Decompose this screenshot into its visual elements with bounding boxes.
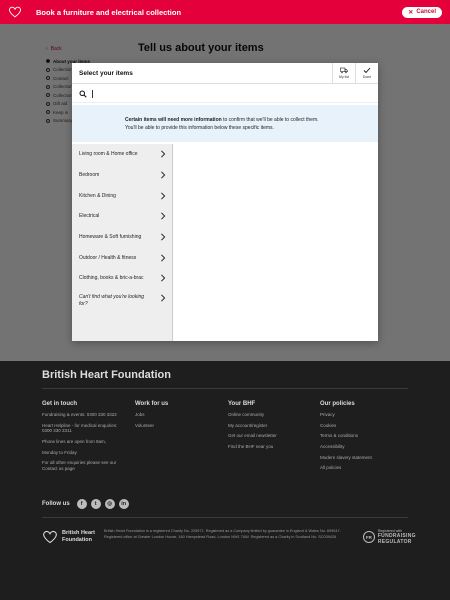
- my-list-label: My list: [339, 75, 349, 79]
- footer-logo-line: British Heart: [62, 530, 96, 537]
- footer-column-our-policies: [320, 401, 402, 476]
- category-electrical[interactable]: [72, 206, 172, 227]
- chevron-right-icon: [160, 254, 166, 262]
- footer-link[interactable]: Online community: [228, 412, 265, 417]
- info-rest: to confirm that we'll be able to collect them. You'll be able to provide this information below these specific items.: [125, 116, 319, 131]
- footer-logo[interactable]: [42, 529, 95, 545]
- chevron-right-icon: [160, 192, 166, 200]
- category-label: Kitchen & Dining: [79, 192, 116, 199]
- bhf-heart-icon: [42, 529, 58, 545]
- twitter-icon[interactable]: t: [91, 499, 101, 509]
- chevron-right-icon: [160, 294, 166, 302]
- chevron-right-icon: [160, 274, 166, 282]
- chevron-right-icon: [160, 233, 166, 241]
- search-icon: [79, 90, 87, 98]
- search-input[interactable]: [98, 89, 358, 99]
- footer-link[interactable]: Modern slavery statement: [320, 454, 372, 460]
- modal-title: Select your items: [79, 69, 133, 77]
- category-clothing-books[interactable]: [72, 268, 172, 289]
- category-label: Living room & Home office: [79, 151, 138, 158]
- footer-brand: British Heart Foundation: [42, 369, 171, 381]
- truck-icon: [340, 67, 348, 74]
- search-row: [72, 85, 378, 103]
- category-label: Electrical: [79, 213, 100, 220]
- footer-text: Phone lines are open from 9am,: [42, 438, 107, 444]
- text-cursor: [92, 90, 93, 98]
- follow-label: Follow us: [42, 501, 70, 507]
- category-list: [72, 144, 173, 341]
- category-label: Bedroom: [79, 172, 100, 179]
- footer-link[interactable]: For all other enquiries please see our Contact us page: [42, 460, 117, 471]
- footer-divider: [42, 517, 408, 518]
- checkmark-icon: [363, 67, 371, 74]
- linkedin-icon[interactable]: in: [119, 499, 129, 509]
- category-label: Homeware & Soft furnishing: [79, 234, 142, 241]
- chevron-right-icon: [160, 212, 166, 220]
- category-label: Can't find what you're looking for?: [79, 293, 145, 308]
- bhf-logo-icon[interactable]: [8, 5, 22, 19]
- info-banner: [72, 105, 378, 142]
- done-label: Done: [362, 75, 372, 79]
- footer-link[interactable]: Cookies: [320, 422, 337, 428]
- regulator-icon: FR: [363, 531, 375, 543]
- items-content-pane: [174, 144, 378, 341]
- cancel-label: Cancel: [416, 9, 436, 15]
- footer-link[interactable]: Accessibility: [320, 443, 345, 449]
- regulator-text: [378, 529, 450, 545]
- category-label: Outdoor / Health & fitness: [79, 254, 137, 261]
- regulator-small-text: Registered with: [377, 529, 402, 533]
- footer-link[interactable]: Privacy: [320, 412, 335, 417]
- footer-column-work-for-us: [135, 401, 217, 433]
- chevron-right-icon: [160, 150, 166, 158]
- footer-link[interactable]: My account/register: [228, 422, 268, 428]
- footer-heading: Get in touch: [42, 401, 77, 407]
- footer-text: Monday to Friday: [42, 449, 77, 455]
- category-living-room[interactable]: [72, 144, 172, 165]
- top-bar: [0, 0, 450, 24]
- facebook-icon[interactable]: f: [77, 499, 87, 509]
- footer-link[interactable]: Jobs: [135, 412, 145, 417]
- footer-link[interactable]: Find the BHF near you: [228, 443, 274, 449]
- footer-link[interactable]: Fundraising & events: 0300 330 3322: [42, 412, 117, 417]
- done-button[interactable]: [355, 63, 378, 84]
- category-outdoor-fitness[interactable]: [72, 247, 172, 268]
- category-bedroom[interactable]: [72, 165, 172, 186]
- info-bold: Certain items will need more information: [125, 116, 222, 123]
- category-label: Clothing, books & bric-a-brac: [79, 275, 144, 282]
- instagram-icon[interactable]: ◎: [105, 499, 115, 509]
- follow-us: [42, 499, 129, 509]
- footer-link[interactable]: All policies: [320, 465, 342, 471]
- footer-heading: Our policies: [320, 401, 355, 407]
- info-text: [125, 116, 325, 132]
- footer-heading: Your BHF: [228, 401, 256, 407]
- my-list-button[interactable]: [332, 63, 355, 84]
- footer-link[interactable]: Terms & conditions: [320, 433, 359, 439]
- cancel-button[interactable]: [402, 7, 442, 18]
- footer-column-get-in-touch: [42, 401, 124, 476]
- footer-link[interactable]: Heart Helpline - for medical enquiries: 0300 330 3311: [42, 422, 118, 434]
- page-header-title: Book a furniture and electrical collection: [36, 7, 182, 17]
- fundraising-regulator-badge[interactable]: [363, 529, 450, 545]
- footer-divider: [42, 388, 408, 389]
- modal-header: [72, 63, 378, 84]
- footer-link[interactable]: Get our email newsletter: [228, 433, 277, 439]
- footer-heading: Work for us: [135, 401, 169, 407]
- footer-logo-line: Foundation: [62, 537, 92, 543]
- site-footer: [0, 361, 450, 600]
- select-items-modal: [72, 63, 378, 341]
- legal-notice: British Heart Foundation is a registered Charity No. 225971. Registered as a Company limited by guarantee in England & Wales No. 699547. Registered office at Greater London House, 180 Hampstead Road, London NW1 7AW. Registered as a Charity in Scotland No. SC039426: [104, 529, 341, 539]
- regulator-name: FUNDRAISING REGULATOR: [377, 533, 416, 546]
- footer-column-your-bhf: [228, 401, 310, 455]
- footer-logo-text: [62, 530, 95, 543]
- close-icon: ✕: [408, 9, 414, 16]
- footer-link[interactable]: Volunteer: [135, 422, 155, 428]
- category-cant-find[interactable]: [72, 289, 172, 319]
- chevron-right-icon: [160, 171, 166, 179]
- category-kitchen-dining[interactable]: [72, 185, 172, 206]
- category-homeware[interactable]: [72, 227, 172, 248]
